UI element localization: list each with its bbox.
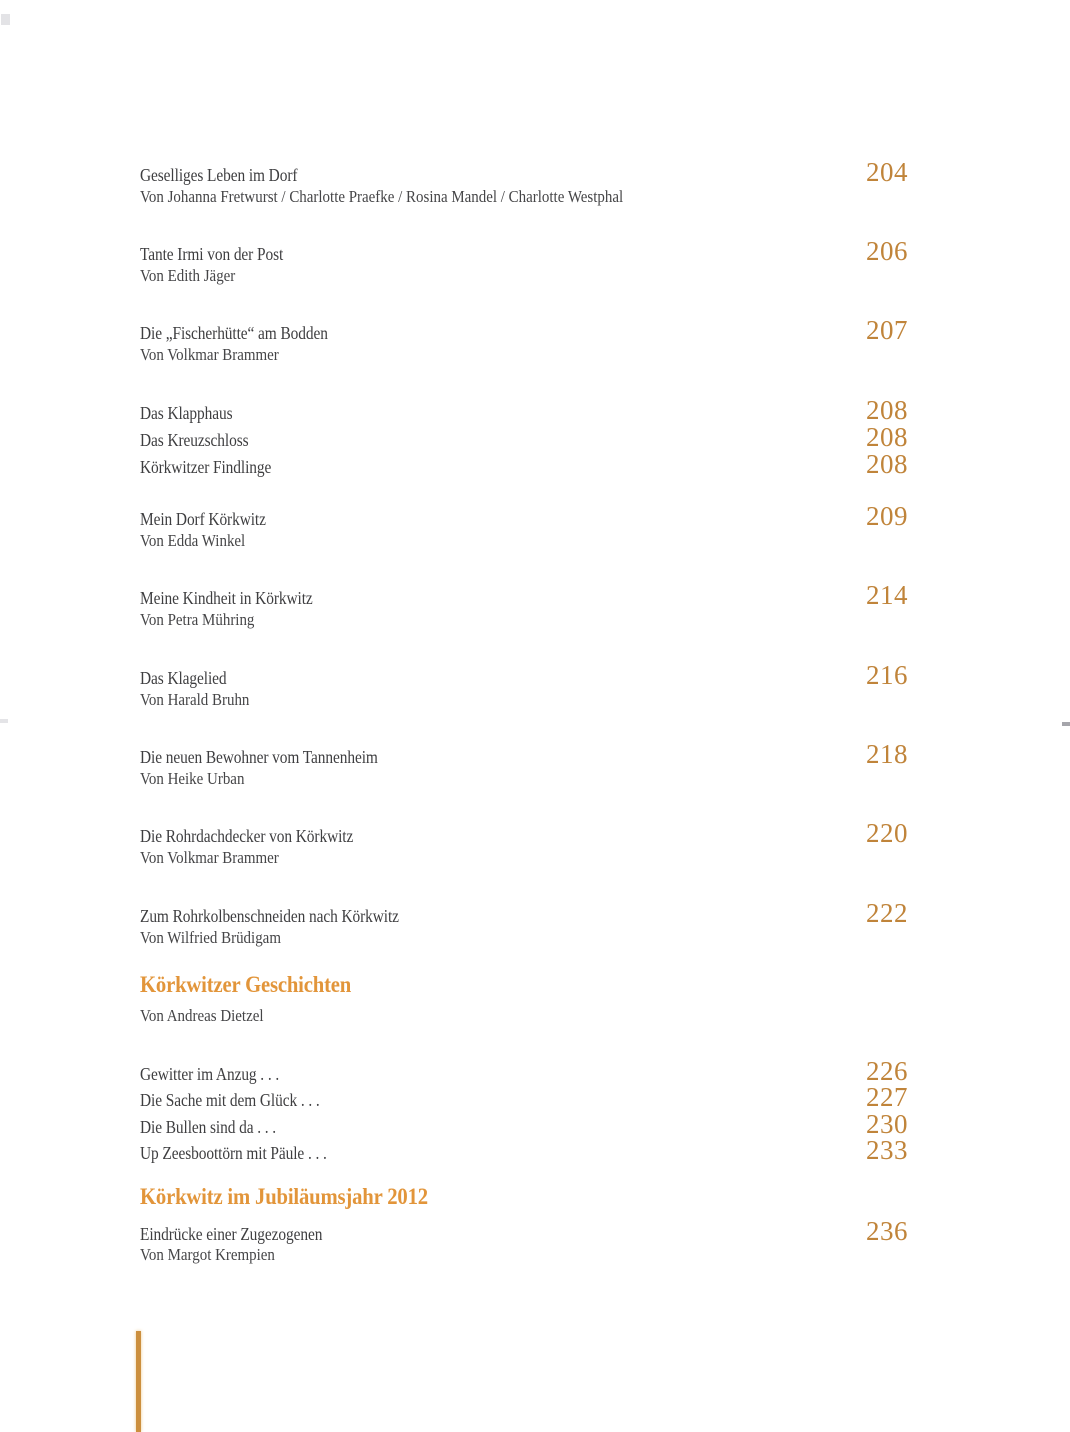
toc-entry-page: 204 <box>866 157 908 187</box>
toc-entry <box>140 317 908 343</box>
toc-entry-title: Up Zeesboottörn mit Päule . . . <box>140 1143 327 1163</box>
toc-entry-page: 220 <box>866 818 908 848</box>
toc-entry-title: Zum Rohrkolbenschneiden nach Körkwitz <box>140 906 399 926</box>
toc-entry-title: Die „Fischerhütte“ am Bodden <box>140 323 328 343</box>
toc-entry-title: Das Klagelied <box>140 668 227 688</box>
toc-section-author: Von Andreas Dietzel <box>140 1006 264 1025</box>
toc-entry <box>140 1218 908 1244</box>
toc-entry <box>140 159 908 185</box>
toc-section-heading: Körkwitzer Geschichten <box>140 972 352 998</box>
toc-entry <box>140 1111 908 1137</box>
toc-entry-page: 218 <box>866 739 908 769</box>
toc-entry-page: 207 <box>866 315 908 345</box>
toc-entry-title: Die Rohrdachdecker von Körkwitz <box>140 826 354 846</box>
toc-entry-author: Von Petra Mühring <box>140 610 255 629</box>
toc-entry <box>140 582 908 608</box>
toc-entry-page: 209 <box>866 501 908 531</box>
page-spine-bar <box>136 1331 141 1432</box>
registration-mark-right <box>1062 722 1070 726</box>
toc-entry-author: Von Heike Urban <box>140 769 245 788</box>
toc-entry <box>140 424 908 450</box>
toc-entry-title: Tante Irmi von der Post <box>140 244 284 264</box>
toc-entry <box>140 741 908 767</box>
toc-entry <box>140 451 908 477</box>
toc-entry-title: Mein Dorf Körkwitz <box>140 509 266 529</box>
toc-entry-page: 214 <box>866 580 908 610</box>
toc-entry <box>140 1137 908 1163</box>
toc-entry-page: 216 <box>866 660 908 690</box>
toc-entry-title: Das Klapphaus <box>140 403 233 423</box>
toc-entry-page: 206 <box>866 236 908 266</box>
toc-entry-author: Von Harald Bruhn <box>140 690 250 709</box>
toc-entry-page: 230 <box>866 1109 908 1139</box>
toc-entry-page: 208 <box>866 395 908 425</box>
toc-entry-author: Von Volkmar Brammer <box>140 848 279 867</box>
toc-entry-title: Die Bullen sind da . . . <box>140 1117 277 1137</box>
toc-entry-author: Von Edda Winkel <box>140 531 246 550</box>
toc-entry <box>140 238 908 264</box>
toc-section-heading: Körkwitz im Jubiläumsjahr 2012 <box>140 1184 428 1210</box>
toc-entry-title: Körkwitzer Findlinge <box>140 457 272 477</box>
toc-entry <box>140 662 908 688</box>
toc-entry-author: Von Volkmar Brammer <box>140 345 279 364</box>
toc-entry-title: Geselliges Leben im Dorf <box>140 165 298 185</box>
toc-entry <box>140 1084 908 1110</box>
toc-entry <box>140 1058 908 1084</box>
toc-entry-page: 208 <box>866 449 908 479</box>
toc-entry <box>140 900 908 926</box>
toc-entry-title: Gewitter im Anzug . . . <box>140 1064 280 1084</box>
toc-entry-page: 222 <box>866 898 908 928</box>
toc-entry <box>140 820 908 846</box>
toc-entry-title: Die Sache mit dem Glück . . . <box>140 1090 320 1110</box>
toc-entry-page: 227 <box>866 1082 908 1112</box>
toc-entry <box>140 397 908 423</box>
toc-entry-author: Von Johanna Fretwurst / Charlotte Praefke / Rosina Mandel / Charlotte Westphal <box>140 187 624 206</box>
toc-entry-title: Meine Kindheit in Körkwitz <box>140 588 313 608</box>
registration-mark-left <box>0 719 8 723</box>
toc-entry-author: Von Wilfried Brüdigam <box>140 928 281 947</box>
toc-entry <box>140 503 908 529</box>
toc-entry-title: Eindrücke einer Zugezogenen <box>140 1224 323 1244</box>
scan-artifact-top-left <box>1 14 10 25</box>
toc-entry-author: Von Margot Krempien <box>140 1245 275 1264</box>
toc-entry-title: Die neuen Bewohner vom Tannenheim <box>140 747 378 767</box>
toc-entry-page: 233 <box>866 1135 908 1165</box>
toc-entry-page: 208 <box>866 422 908 452</box>
toc-entry-author: Von Edith Jäger <box>140 266 236 285</box>
toc-entry-page: 226 <box>866 1056 908 1086</box>
toc-entry-page: 236 <box>866 1216 908 1246</box>
toc-entry-title: Das Kreuzschloss <box>140 430 249 450</box>
